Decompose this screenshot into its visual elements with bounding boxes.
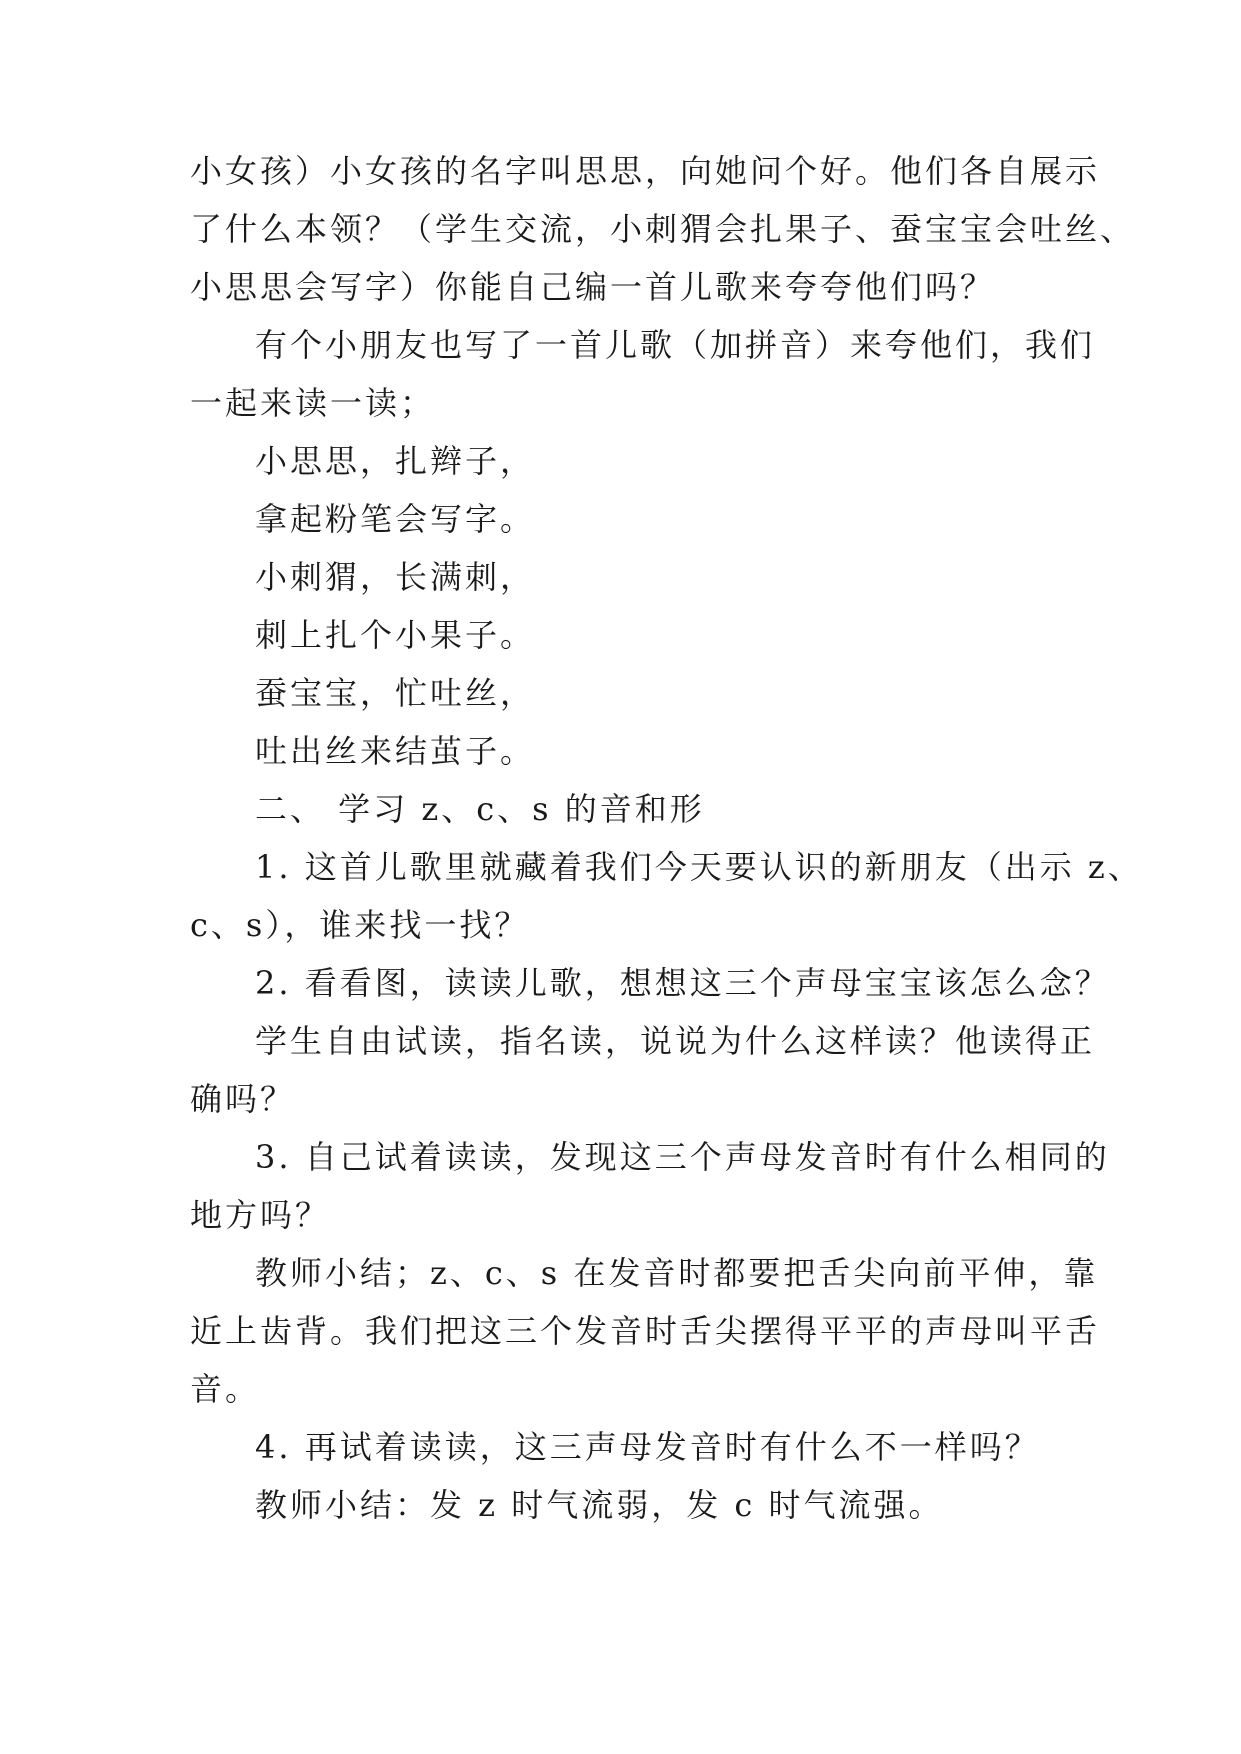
paragraph-line: 学生自由试读，指名读，说说为什么这样读？他读得正: [255, 1022, 1096, 1060]
paragraph-line: 小女孩）小女孩的名字叫思思，向她问个好。他们各自展示: [190, 152, 1101, 190]
paragraph-line: 教师小结：发 z 时气流弱，发 c 时气流强。: [255, 1486, 944, 1524]
poem-line: 蚕宝宝，忙吐丝，: [255, 674, 536, 712]
paragraph-line: 教师小结；z、c、s 在发音时都要把舌尖向前平伸，靠: [255, 1254, 1099, 1292]
poem-line: 刺上扎个小果子。: [255, 616, 536, 654]
paragraph-line: c、s），谁来找一找？: [190, 906, 530, 944]
paragraph-line: 近上齿背。我们把这三个发音时舌尖摆得平平的声母叫平舌: [190, 1312, 1101, 1350]
paragraph-line: 小思思会写字）你能自己编一首儿歌来夸夸他们吗？: [190, 268, 996, 306]
section-heading: 二、 学习 z、c、s 的音和形: [255, 790, 705, 828]
paragraph-line: 地方吗？: [190, 1196, 331, 1234]
poem-line: 小思思，扎辫子，: [255, 442, 536, 480]
paragraph-line: 音。: [190, 1370, 261, 1408]
paragraph-line: 3. 自己试着读读，发现这三个声母发音时有什么相同的: [255, 1138, 1110, 1176]
paragraph-line: 有个小朋友也写了一首儿歌（加拼音）来夸他们，我们: [255, 326, 1096, 364]
poem-line: 小刺猬，长满刺，: [255, 558, 536, 596]
paragraph-line: 1. 这首儿歌里就藏着我们今天要认识的新朋友（出示 z、: [255, 848, 1143, 886]
paragraph-line: 确吗？: [190, 1080, 296, 1118]
paragraph-line: 了什么本领？（学生交流，小刺猬会扎果子、蚕宝宝会吐丝、: [190, 210, 1136, 248]
poem-line: 吐出丝来结茧子。: [255, 732, 536, 770]
paragraph-line: 4. 再试着读读，这三声母发音时有什么不一样吗？: [255, 1428, 1040, 1466]
paragraph-line: 2. 看看图，读读儿歌，想想这三个声母宝宝该怎么念？: [255, 964, 1110, 1002]
poem-line: 拿起粉笔会写字。: [255, 500, 536, 538]
paragraph-line: 一起来读一读；: [190, 384, 436, 422]
